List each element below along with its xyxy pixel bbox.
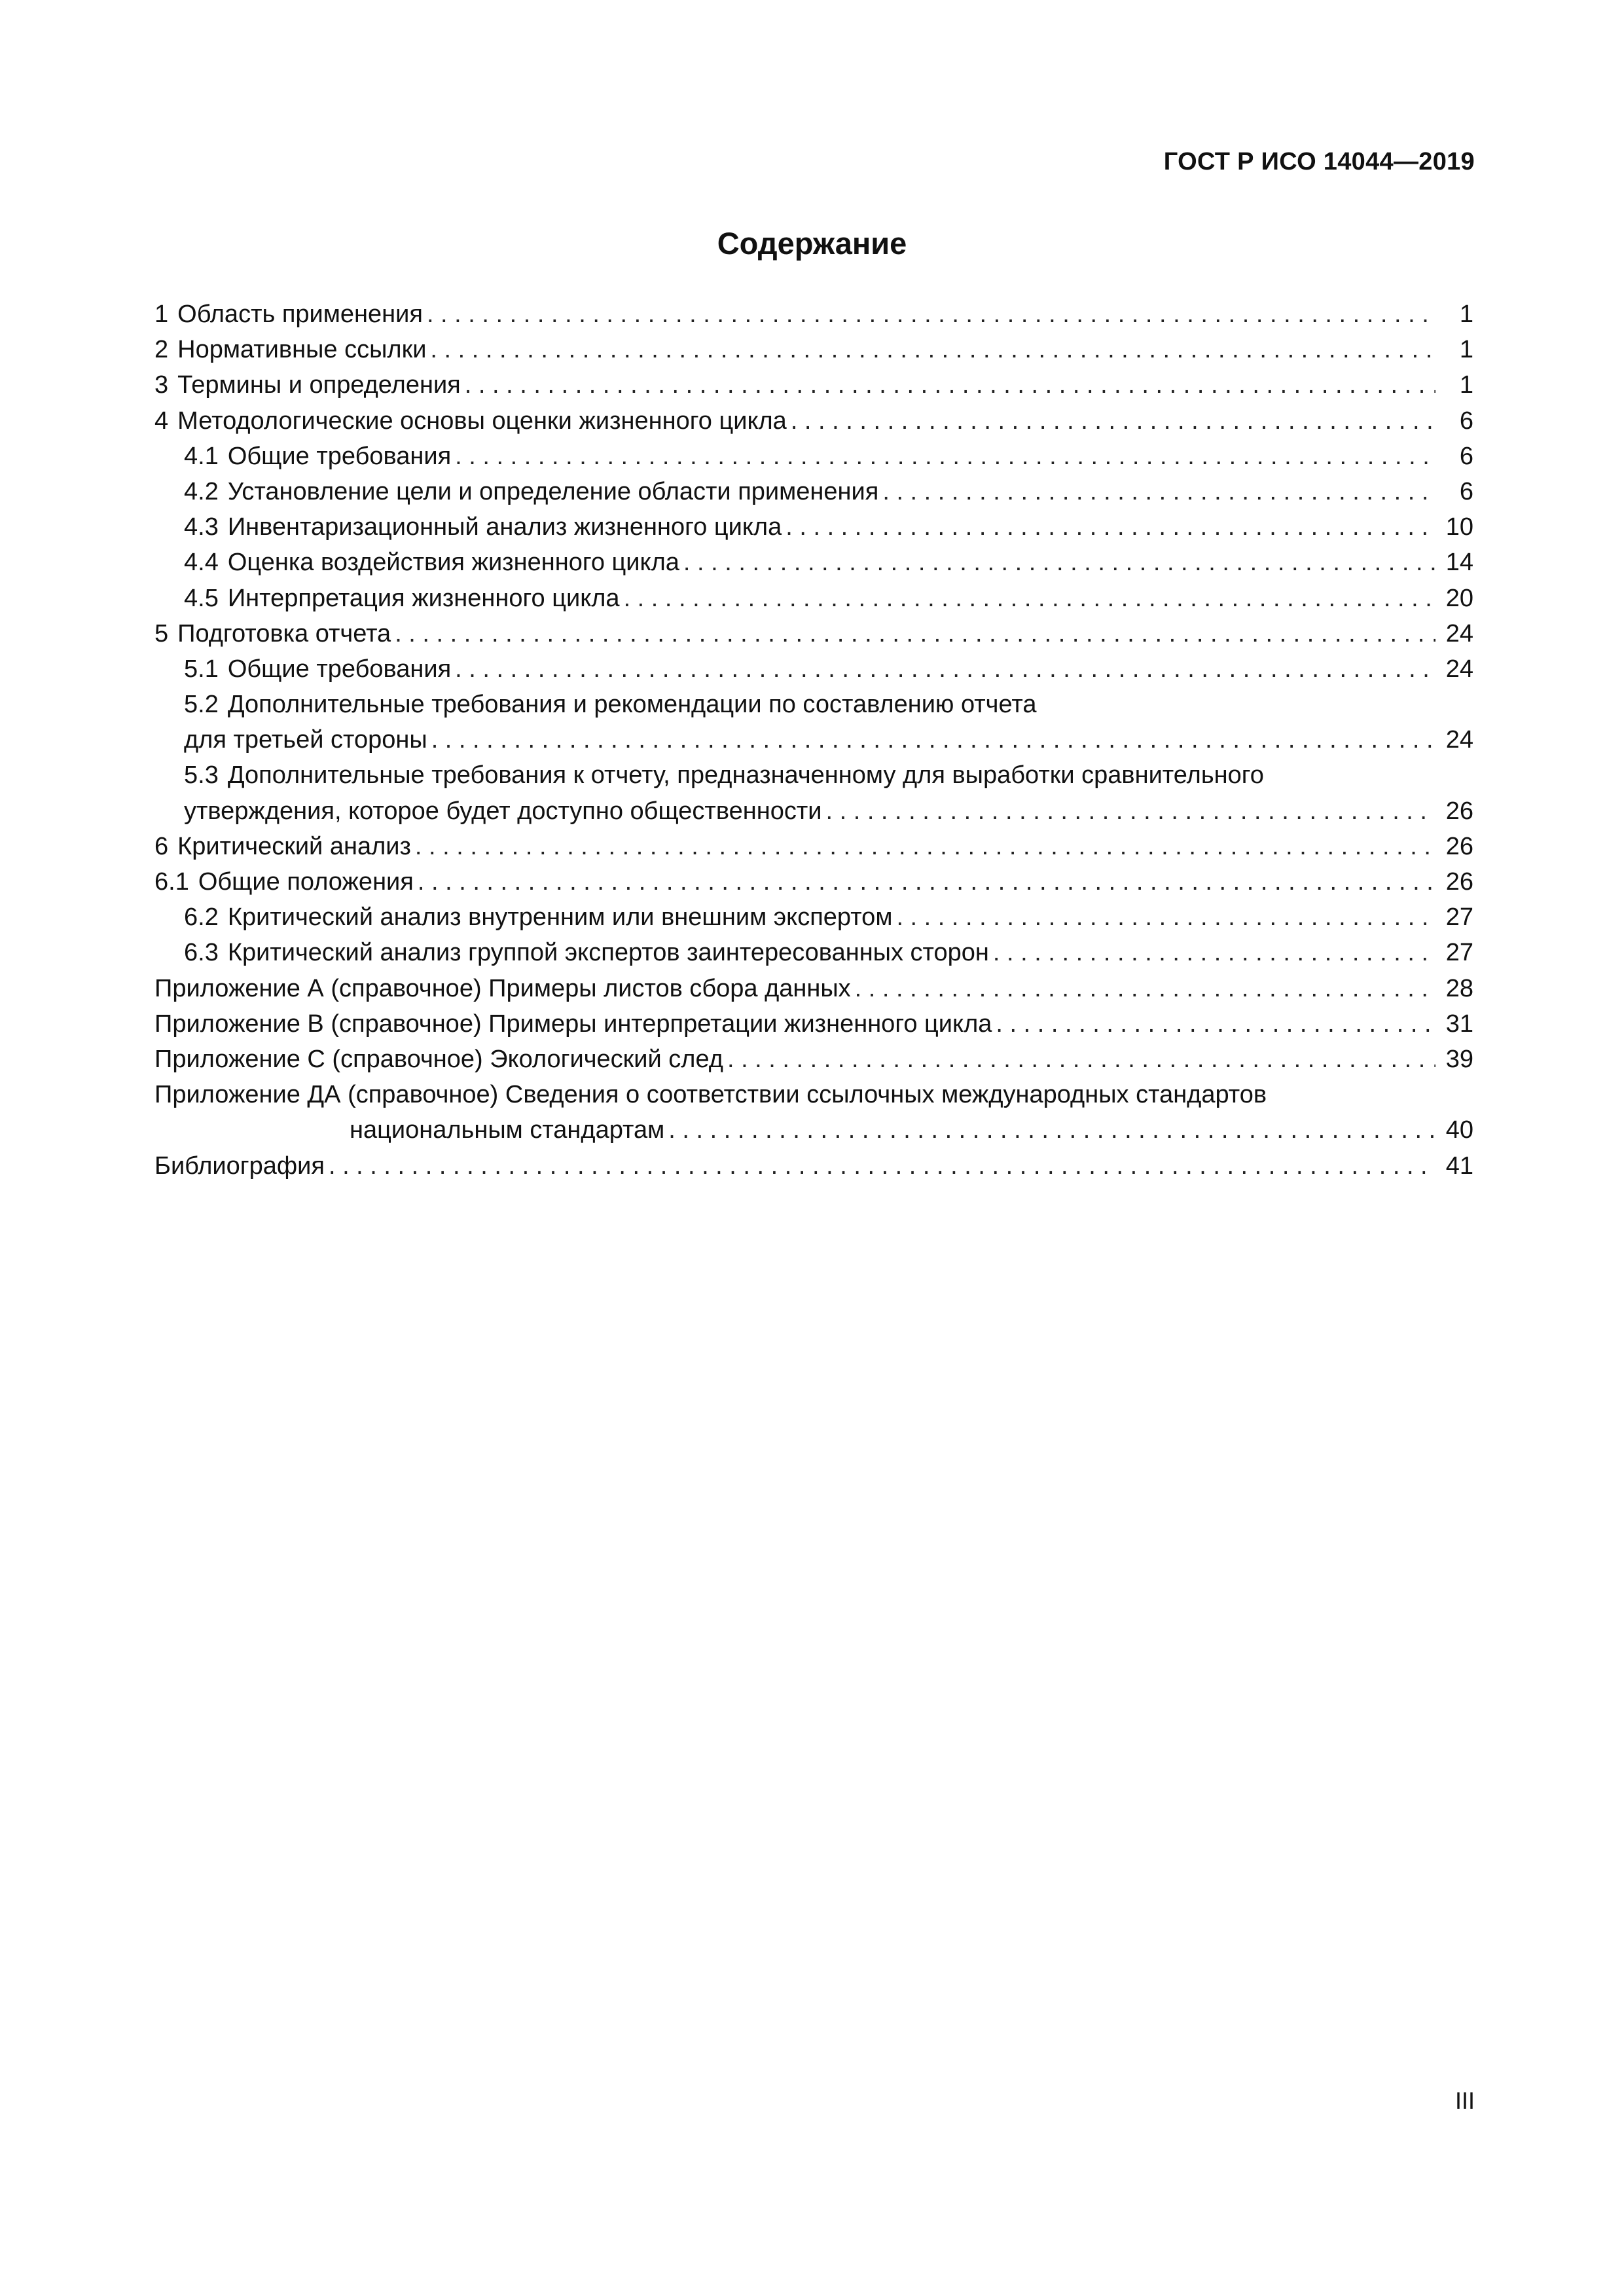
toc-entry-appendix[interactable]: [154, 1042, 1473, 1077]
toc-entry[interactable]: [154, 581, 1473, 616]
toc-entry[interactable]: [154, 474, 1473, 509]
toc-entry[interactable]: [154, 757, 1473, 793]
toc-entry-appendix[interactable]: [154, 971, 1473, 1006]
toc-entry-page: 31: [1445, 1010, 1473, 1038]
toc-entry-continuation[interactable]: [154, 722, 1473, 757]
toc-entry-title: Критический анализ внутренним или внешним экспертом: [227, 903, 893, 932]
toc-entry-page: 10: [1445, 513, 1473, 541]
dot-leader: [430, 332, 1435, 367]
dot-leader: [455, 439, 1435, 474]
toc-entry-title: Интерпретация жизненного цикла: [227, 584, 620, 612]
toc-entry-title: Термины и определения: [177, 371, 461, 399]
dot-leader: [896, 900, 1435, 935]
toc-entry-page: 6: [1459, 442, 1473, 470]
dot-leader: [418, 864, 1435, 900]
toc-entry-page: 26: [1445, 868, 1473, 896]
dot-leader: [465, 367, 1435, 403]
toc-entry-page: 26: [1445, 797, 1473, 825]
toc-title: Содержание: [717, 226, 907, 261]
toc-entry-title: Приложение С (справочное) Экологический след: [154, 1045, 723, 1073]
toc-entry-page: 41: [1445, 1152, 1473, 1180]
toc-entry-title: Приложение ДА (справочное) Сведения о соответствии ссылочных международных стандартов: [154, 1081, 1267, 1109]
toc-entry-bibliography[interactable]: [154, 1148, 1473, 1184]
dot-leader: [624, 581, 1435, 616]
dot-leader: [785, 509, 1435, 545]
toc-entry-number: 4.1: [184, 442, 219, 470]
toc-entry-number: 1: [154, 301, 169, 328]
toc-entry-page: 40: [1445, 1116, 1473, 1144]
toc-entry-page: 24: [1445, 655, 1473, 683]
toc-entry-page: 6: [1459, 407, 1473, 435]
toc-entry-page: 24: [1445, 726, 1473, 754]
standard-code: ГОСТ Р ИСО 14044—2019: [1163, 148, 1475, 175]
toc-entry-title: Нормативные ссылки: [177, 336, 427, 364]
toc-entry-number: 3: [154, 371, 169, 399]
dot-leader: [455, 651, 1435, 687]
toc-entry[interactable]: [154, 829, 1473, 864]
page-number: III: [1454, 2087, 1475, 2114]
toc-entry-title: Установление цели и определение области применения: [227, 477, 879, 505]
toc-entry-number: 4.3: [184, 513, 219, 541]
toc-entry-title-continued: национальным стандартам: [350, 1116, 665, 1144]
toc-entry[interactable]: [154, 864, 1473, 900]
toc-entry[interactable]: [154, 403, 1473, 439]
toc-entry-number: 6.1: [154, 868, 189, 896]
dot-leader: [996, 1006, 1435, 1042]
dot-leader: [668, 1112, 1435, 1148]
toc-entry-title: Оценка воздействия жизненного цикла: [227, 549, 679, 577]
toc-entry-appendix[interactable]: [154, 1077, 1473, 1112]
toc-entry[interactable]: [154, 651, 1473, 687]
toc-entry-title: Дополнительные требования к отчету, предназначенному для выработки сравнительного: [227, 761, 1264, 790]
toc-entry[interactable]: [154, 332, 1473, 367]
toc-entry-number: 4.5: [184, 584, 219, 612]
toc-entry-number: 4.4: [184, 549, 219, 577]
toc-entry-number: 6.2: [184, 903, 219, 932]
toc-entry[interactable]: [154, 297, 1473, 332]
toc-entry-number: 2: [154, 336, 169, 364]
toc-entry[interactable]: [154, 509, 1473, 545]
toc-entry-number: 5.2: [184, 691, 219, 719]
toc-entry-page: 26: [1445, 832, 1473, 860]
toc-entry-title: Область применения: [177, 301, 423, 328]
dot-leader: [431, 722, 1435, 757]
toc-entry-title: Подготовка отчета: [177, 619, 391, 647]
toc-entry[interactable]: [154, 545, 1473, 580]
table-of-contents: [154, 297, 1473, 1184]
toc-entry[interactable]: [154, 900, 1473, 935]
toc-entry-title: Библиография: [154, 1152, 325, 1180]
toc-entry-title: Общие положения: [198, 868, 414, 896]
toc-entry-title-continued: утверждения, которое будет доступно общественности: [184, 797, 822, 825]
dot-leader: [329, 1148, 1435, 1184]
toc-entry-number: 5: [154, 619, 169, 647]
toc-entry[interactable]: [154, 687, 1473, 722]
dot-leader: [727, 1042, 1435, 1077]
toc-entry-page: 39: [1445, 1045, 1473, 1073]
toc-entry-page: 24: [1445, 619, 1473, 647]
toc-entry-continuation[interactable]: [154, 1112, 1473, 1148]
toc-entry[interactable]: [154, 616, 1473, 651]
toc-entry-title: Инвентаризационный анализ жизненного цикла: [227, 513, 782, 541]
toc-entry-title: Общие требования: [227, 442, 452, 470]
dot-leader: [855, 971, 1435, 1006]
toc-entry-number: 6.3: [184, 939, 219, 967]
toc-entry[interactable]: [154, 935, 1473, 970]
toc-entry[interactable]: [154, 367, 1473, 403]
toc-entry-title: Приложение А (справочное) Примеры листов сбора данных: [154, 974, 851, 1002]
toc-entry-title: Дополнительные требования и рекомендации по составлению отчета: [227, 691, 1037, 719]
dot-leader: [427, 297, 1435, 332]
toc-entry-number: 5.1: [184, 655, 219, 683]
dot-leader: [683, 545, 1435, 580]
toc-entry-page: 14: [1445, 549, 1473, 577]
toc-entry-number: 6: [154, 832, 169, 860]
dot-leader: [993, 935, 1435, 970]
toc-entry-page: 1: [1459, 301, 1473, 328]
toc-entry-page: 1: [1459, 336, 1473, 364]
dot-leader: [791, 403, 1435, 439]
dot-leader: [882, 474, 1435, 509]
toc-entry-title-continued: для третьей стороны: [184, 726, 427, 754]
toc-entry-appendix[interactable]: [154, 1006, 1473, 1042]
toc-entry-title: Приложение В (справочное) Примеры интерпретации жизненного цикла: [154, 1010, 992, 1038]
toc-entry-page: 20: [1445, 584, 1473, 612]
toc-entry-title: Критический анализ группой экспертов заинтересованных сторон: [227, 939, 989, 967]
toc-entry-number: 4.2: [184, 477, 219, 505]
toc-entry-title: Методологические основы оценки жизненного цикла: [177, 407, 787, 435]
dot-leader: [415, 829, 1435, 864]
toc-entry[interactable]: [154, 439, 1473, 474]
toc-entry-number: 4: [154, 407, 169, 435]
dot-leader: [395, 616, 1435, 651]
toc-entry-page: 28: [1445, 974, 1473, 1002]
toc-entry-title: Общие требования: [227, 655, 452, 683]
toc-entry-continuation[interactable]: [154, 793, 1473, 829]
toc-entry-number: 5.3: [184, 761, 219, 790]
dot-leader: [825, 793, 1435, 829]
toc-entry-page: 27: [1445, 939, 1473, 967]
toc-entry-page: 27: [1445, 903, 1473, 932]
toc-entry-title: Критический анализ: [177, 832, 411, 860]
toc-entry-page: 1: [1459, 371, 1473, 399]
toc-entry-page: 6: [1459, 477, 1473, 505]
